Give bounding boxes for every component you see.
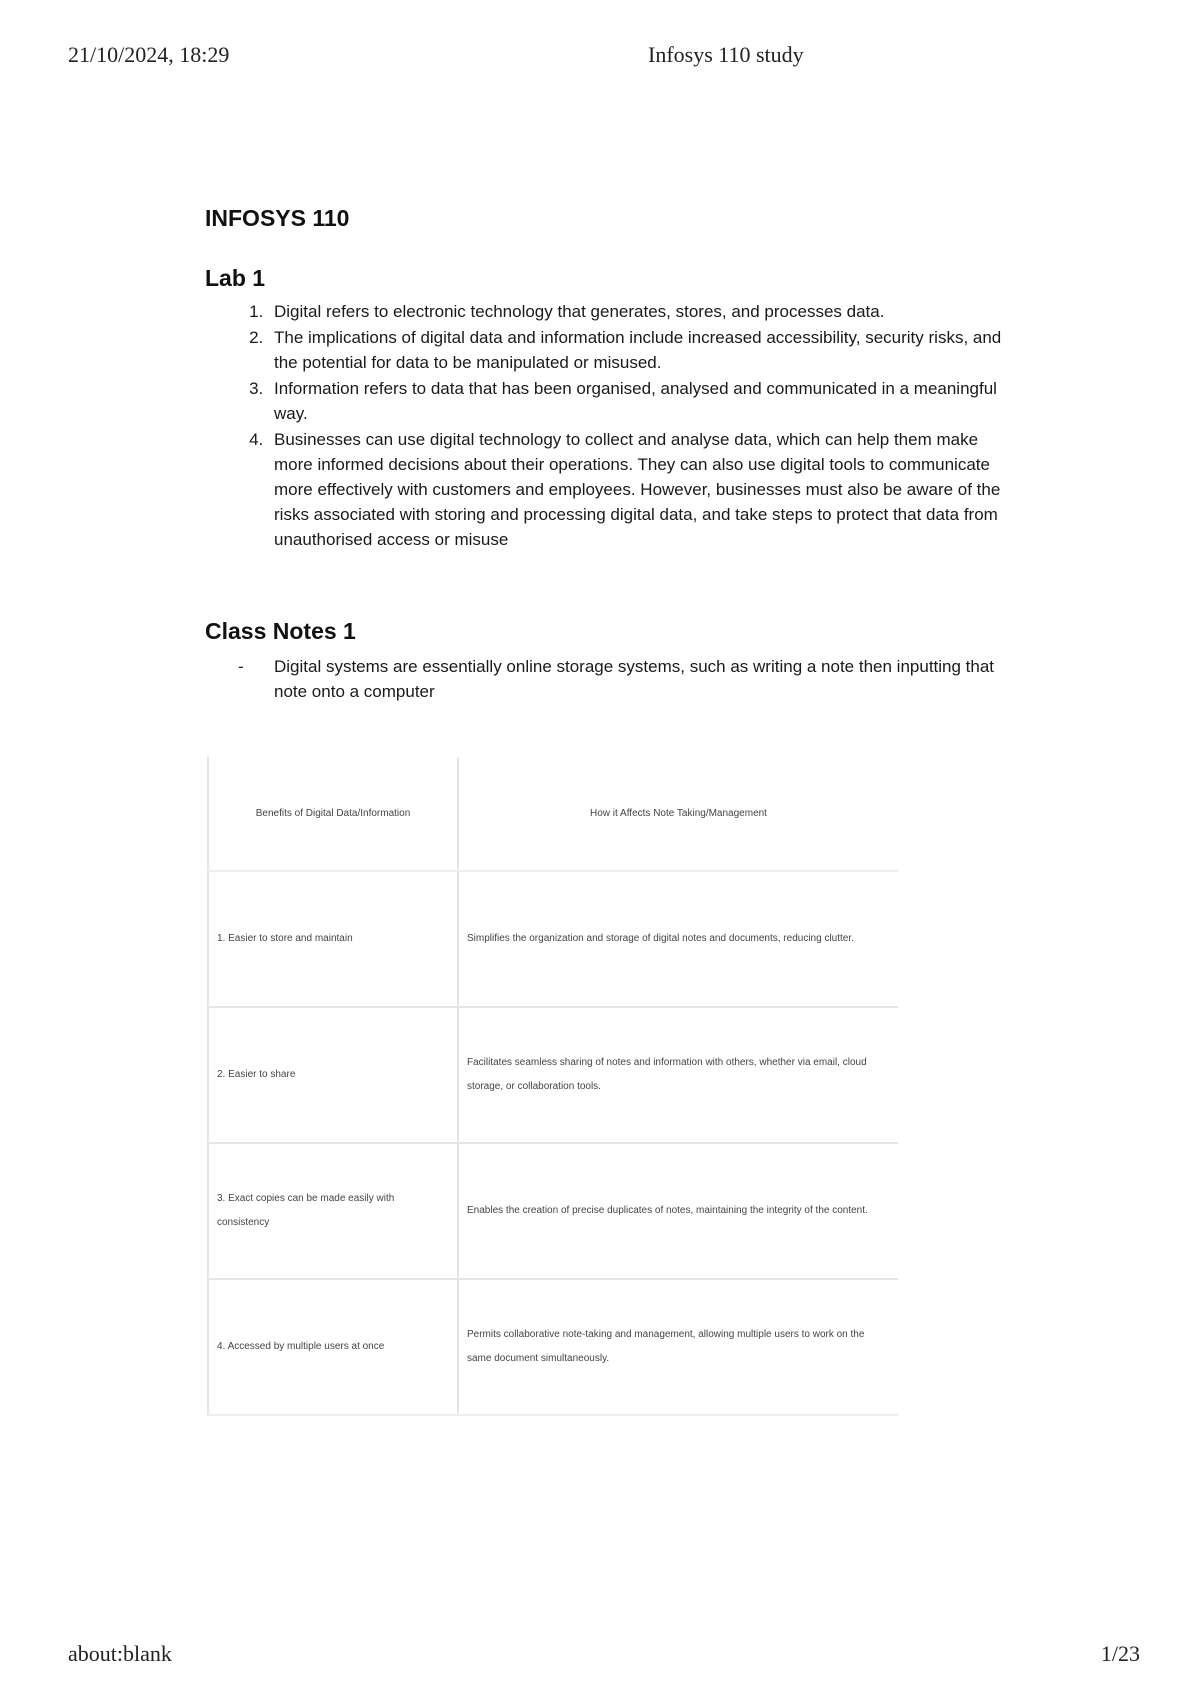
list-item: 4. Businesses can use digital technology to collect and analyse data, which can help them make more informed decisions about their operations. They can also use digital tools to communicate more effectively with customers and employees. However, businesses must also be aware of the risks associated with storing and processing digital data, and take steps to protect that data from unauthorised access or misuse <box>268 427 1005 552</box>
print-page-number: 1/23 <box>1100 1641 1140 1666</box>
table-row <box>208 1279 898 1415</box>
table-cell: Facilitates seamless sharing of notes and information with others, whether via email, cloud storage, or collaboration tools. <box>458 1007 898 1143</box>
table-cell: Enables the creation of precise duplicates of notes, maintaining the integrity of the content. <box>458 1143 898 1279</box>
benefits-table <box>207 757 898 1416</box>
list-item: 3. Information refers to data that has been organised, analysed and communicated in a meaningful way. <box>268 376 1005 426</box>
table-row <box>208 1007 898 1143</box>
list-item: - Digital systems are essentially online storage systems, such as writing a note then inputting that note onto a computer <box>268 654 1005 704</box>
print-url: about:blank <box>68 1641 172 1666</box>
table-cell: Simplifies the organization and storage of digital notes and documents, reducing clutter. <box>458 871 898 1007</box>
list-item: 2. The implications of digital data and information include increased accessibility, security risks, and the potential for data to be manipulated or misused. <box>268 325 1005 375</box>
table-cell: 4. Accessed by multiple users at once <box>208 1279 458 1415</box>
column-header-benefits: Benefits of Digital Data/Information <box>208 757 458 871</box>
lab1-list <box>205 299 1005 552</box>
class-notes-list <box>205 654 1005 704</box>
table-cell: Permits collaborative note-taking and management, allowing multiple users to work on the same document simultaneously. <box>458 1279 898 1415</box>
document-body <box>205 200 1005 704</box>
print-page-title: Infosys 110 study <box>648 42 804 67</box>
document-title: INFOSYS 110 <box>205 205 350 231</box>
table-cell: 1. Easier to store and maintain <box>208 871 458 1007</box>
table-header-row <box>208 757 898 871</box>
print-header <box>68 42 1140 70</box>
table-cell: 3. Exact copies can be made easily with consistency <box>208 1143 458 1279</box>
class-notes-heading: Class Notes 1 <box>205 618 356 644</box>
print-datetime: 21/10/2024, 18:29 <box>68 42 230 67</box>
table-cell: 2. Easier to share <box>208 1007 458 1143</box>
column-header-effects: How it Affects Note Taking/Management <box>458 757 898 871</box>
lab1-heading: Lab 1 <box>205 265 266 291</box>
print-footer <box>68 1641 1140 1669</box>
table-row <box>208 871 898 1007</box>
table-row <box>208 1143 898 1279</box>
list-item: 1. Digital refers to electronic technology that generates, stores, and processes data. <box>268 299 1005 324</box>
